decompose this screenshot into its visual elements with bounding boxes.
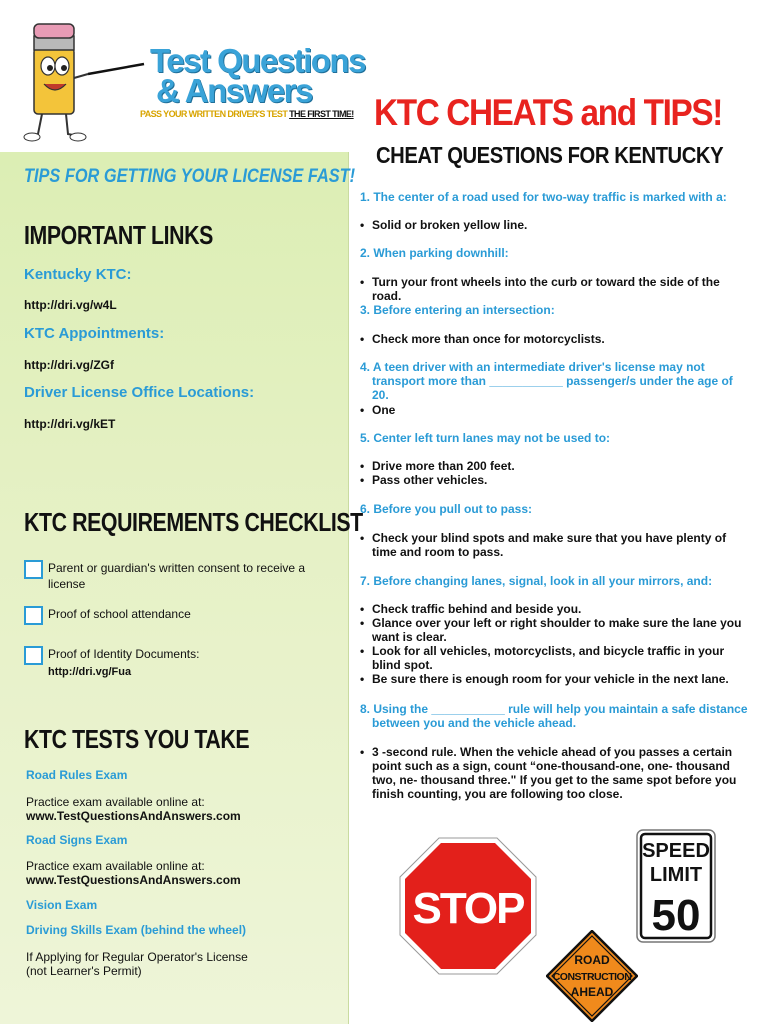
exam-note-website[interactable]: www.TestQuestionsAndAnswers.com <box>26 873 241 887</box>
question-text: 4. A teen driver with an intermediate driver's license may not <box>360 360 705 374</box>
logo-text <box>150 42 365 109</box>
question-text: 8. Using the ___________ rule will help you maintain a safe distance <box>360 702 748 716</box>
answer-item: • Drive more than 200 feet. <box>360 459 752 473</box>
answer-item: • Solid or broken yellow line. <box>360 218 752 232</box>
exam-note-line: Practice exam available online at: <box>26 795 205 809</box>
exam-label-road-rules: Road Rules Exam <box>26 768 128 782</box>
exam-note-line: If Applying for Regular Operator's License <box>26 950 248 964</box>
answer-item: • Glance over your left or right shoulder to make sure the lane you want is clear. <box>360 616 752 644</box>
link-url-kentucky-ktc[interactable]: http://dri.vg/w4L <box>24 298 117 312</box>
answer-item: • Check more than once for motorcyclists. <box>360 332 752 346</box>
answer-item: • 3 -second rule. When the vehicle ahead of you passes a certain point such as a sign, count “one-thousand-one, one- thousand two, ne- thousand three." If you get to the same spot before you finish counting, you are following too close. <box>360 745 752 801</box>
exam-note-road-rules <box>26 795 241 823</box>
question-7 <box>360 574 750 588</box>
construction-line-1: ROAD <box>574 953 610 967</box>
exam-note-driving-skills <box>26 950 248 978</box>
exam-note-line: (not Learner's Permit) <box>26 964 142 978</box>
answer-list-1 <box>360 218 752 232</box>
answer-item: • One <box>360 403 752 417</box>
question-text: 3. Before entering an intersection: <box>360 303 555 317</box>
checklist-item-link[interactable]: http://dri.vg/Fua <box>48 666 132 678</box>
question-3 <box>360 303 750 317</box>
question-text-cont: transport more than ___________ passenger/s under the age of 20. <box>372 374 733 402</box>
question-6 <box>360 502 750 516</box>
answer-list-6 <box>360 531 752 559</box>
question-text: 7. Before changing lanes, signal, look in all your mirrors, and: <box>360 574 713 588</box>
checklist-item-text: Proof of school attendance <box>48 607 191 621</box>
question-text-cont: between you and the vehicle ahead. <box>372 716 577 730</box>
logo-line-1: Test Questions <box>150 42 365 79</box>
question-text: 1. The center of a road used for two-way traffic is marked with a: <box>360 190 727 204</box>
checklist-heading: KTC REQUIREMENTS CHECKLIST <box>24 507 363 537</box>
exam-label-driving-skills: Driving Skills Exam (behind the wheel) <box>26 923 247 937</box>
link-label-kentucky-ktc: Kentucky KTC: <box>24 266 132 283</box>
question-4 <box>360 360 750 402</box>
important-links-heading: IMPORTANT LINKS <box>24 220 213 250</box>
answer-list-8 <box>360 745 752 801</box>
logo-tagline-colored: PASS YOUR WRITTEN DRIVER'S TEST <box>140 109 288 119</box>
question-text: 6. Before you pull out to pass: <box>360 502 533 516</box>
answer-list-3 <box>360 332 752 346</box>
construction-line-2: CONSTRUCTION <box>552 971 632 983</box>
answer-item: • Be sure there is enough room for your vehicle in the next lane. <box>360 672 752 686</box>
checklist-item-text: Parent or guardian's written consent to receive a license <box>48 561 306 591</box>
pencil-mascot-icon <box>20 18 150 144</box>
checklist-item-text: Proof of Identity Documents: <box>48 647 200 661</box>
answer-list-5 <box>360 459 752 487</box>
link-label-ktc-appointments: KTC Appointments: <box>24 325 165 342</box>
checkbox[interactable] <box>24 606 43 625</box>
question-8 <box>360 702 750 730</box>
answer-list-7 <box>360 602 752 686</box>
answer-item: • Turn your front wheels into the curb or toward the side of the road. <box>360 275 752 303</box>
exam-note-line: Practice exam available online at: <box>26 859 205 873</box>
answer-item: • Check your blind spots and make sure that you have plenty of time and room to pass. <box>360 531 752 559</box>
checklist-item-text-wrap <box>48 646 199 680</box>
question-2 <box>360 246 750 260</box>
logo-tagline <box>140 109 354 119</box>
exam-label-vision: Vision Exam <box>26 898 98 912</box>
logo-line-2: & Answers <box>156 72 312 109</box>
answer-list-2 <box>360 275 752 303</box>
answer-item: • Look for all vehicles, motorcyclists, and bicycle traffic in your blind spot. <box>360 644 752 672</box>
answer-item: • Pass other vehicles. <box>360 473 752 487</box>
speed-limit-line-2: LIMIT <box>649 864 703 886</box>
question-text: 2. When parking downhill: <box>360 246 509 260</box>
exam-note-website[interactable]: www.TestQuestionsAndAnswers.com <box>26 809 241 823</box>
road-construction-sign-icon <box>546 930 638 1022</box>
stop-sign-text: STOP <box>412 884 524 933</box>
exam-label-road-signs: Road Signs Exam <box>26 833 128 847</box>
link-url-office-locations[interactable]: http://dri.vg/kET <box>24 417 116 431</box>
speed-limit-sign-icon <box>636 829 716 943</box>
construction-line-3: AHEAD <box>570 985 614 999</box>
page-title: KTC CHEATS and TIPS! <box>374 92 722 133</box>
question-5 <box>360 431 750 445</box>
tests-heading: KTC TESTS YOU TAKE <box>24 724 250 754</box>
answer-item: • Check traffic behind and beside you. <box>360 602 752 616</box>
tips-heading: TIPS FOR GETTING YOUR LICENSE FAST! <box>24 166 356 187</box>
speed-limit-value: 50 <box>651 891 701 940</box>
checkbox[interactable] <box>24 560 43 579</box>
checkbox[interactable] <box>24 646 43 665</box>
link-url-ktc-appointments[interactable]: http://dri.vg/ZGf <box>24 358 114 372</box>
speed-limit-line-1: SPEED <box>642 840 710 862</box>
question-1 <box>360 190 750 204</box>
page-subtitle: CHEAT QUESTIONS FOR KENTUCKY <box>376 142 724 168</box>
logo-tagline-bold: THE FIRST TIME! <box>289 109 354 119</box>
answer-list-4 <box>360 403 752 417</box>
logo <box>20 18 370 144</box>
question-text: 5. Center left turn lanes may not be used to: <box>360 431 611 445</box>
exam-note-road-signs <box>26 859 241 887</box>
link-label-office-locations: Driver License Office Locations: <box>24 384 255 401</box>
stop-sign-icon <box>398 836 538 976</box>
